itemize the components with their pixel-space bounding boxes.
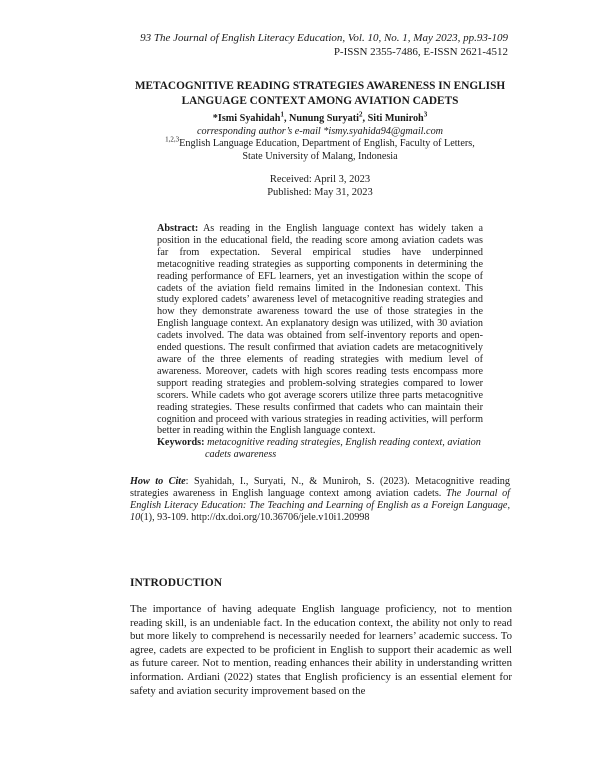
dates-block [120, 174, 520, 199]
author-line: *Ismi Syahidah$^1$, Nunung Suryati$^2$, Siti Muniroh$^3$ [212, 110, 428, 124]
section-heading-introduction: INTRODUCTION [130, 577, 223, 589]
introduction-paragraph: The importance of having adequate English language proficiency, not to mention reading skill, is an undeniable fact. In the education context, the ability not only to read but more likely to comprehend is necessarily needed for learners’ academic success. To agree, cadets are expected to be proficient in English to support their academic as well as future career. Not to mention, reading enhances their ability in understanding written information. Ardiani (2022) states that English proficiency is an essential element for safety and aviation security improvement based on the [130, 603, 512, 697]
author-3-sup: 3 [423, 110, 428, 119]
keywords [157, 437, 483, 461]
cite-journal: The Journal of English Literacy Education: The Teaching and Learning of English as a Foreign Language, 10 [130, 488, 510, 524]
corresponding-email: corresponding author’s e-mail *ismy.syahida94@gmail.com [196, 126, 444, 137]
how-to-cite [130, 476, 510, 524]
cite-label: How to Cite [130, 476, 186, 487]
cite-text-2: (1), 93-109. http://dx.doi.org/10.36706/jele.v10i1.20998 [140, 512, 370, 524]
affiliation-sup: 1,2,3 [165, 135, 180, 144]
paper-title: METACOGNITIVE READING STRATEGIES AWARENESS IN ENGLISH LANGUAGE CONTEXT AMONG AVIATION CADETS [134, 80, 506, 107]
keywords-label: Keywords: [157, 437, 205, 448]
journal-header: 93 The Journal of English Literacy Education, Vol. 10, No. 1, May 2023, pp.93-109 [140, 32, 508, 44]
keywords-line-2: cadets awareness [205, 449, 277, 460]
affiliation [120, 135, 520, 163]
keywords-line-1: metacognitive reading strategies, English reading context, aviation [207, 437, 481, 448]
author-3: Siti Muniroh [367, 113, 424, 124]
issn-line: P-ISSN 2355-7486, E-ISSN 2621-4512 [333, 46, 508, 58]
abstract [157, 223, 483, 437]
author-2: Nunung Suryati [289, 113, 359, 124]
author-1-sup: 1 [280, 110, 284, 119]
published-date: Published: May 31, 2023 [267, 186, 373, 198]
author-1: *Ismi Syahidah [212, 113, 281, 124]
affiliation-line-1: English Language Education, Department of English, Faculty of Letters, [179, 138, 475, 149]
received-date: Received: April 3, 2023 [269, 174, 371, 185]
author-2-sup: 2 [358, 110, 363, 119]
abstract-label: Abstract: [157, 223, 199, 234]
abstract-text: As reading in the English language context has widely taken a position in the educational field, the reading score among aviation cadets was far from expectation. Several empirical studies have underpinned metacognitive reading strategies as supporting components in determining the reading performance of EFL learners, yet an investigation within the scope of cadets of the aviation field remains limited in the Indonesian context. This study explored cadets’ awareness level of metacognitive reading strategies and how they demonstrate awareness toward the use of those strategies in the English language context. An explanatory design was utilized, with 30 aviation cadets involved. The data was obtained from self-inventory reports and open-ended questions. The result confirmed that aviation cadets are metacognitively aware of the three elements of reading strategies with medium level of awareness. Moreover, cadets with high scores reading tests encompass more support reading strategies and problem-solving strategies compared to lower scorers. While cadets who got average scorers utilize three parts metacognitive reading strategies. These results confirmed that cadets who can maintain their cognition and proceed with various strategies in reading activities, will perform better in reading within the English language context. [157, 223, 483, 437]
affiliation-line-2: State University of Malang, Indonesia [242, 150, 398, 162]
cite-text-1: : Syahidah, I., Suryati, N., & Muniroh, S. (2023). Metacognitive reading strategies awareness in English language context among aviation cadets. [130, 476, 510, 500]
